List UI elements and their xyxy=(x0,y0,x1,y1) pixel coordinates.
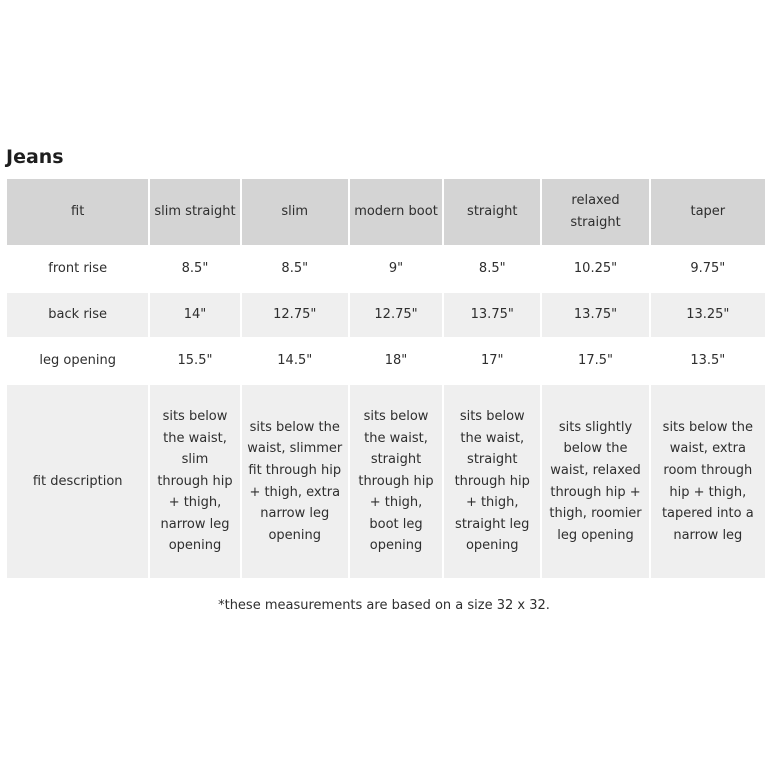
row-label: fit description xyxy=(7,385,148,578)
table-row-back-rise xyxy=(7,293,765,337)
table-cell: 8.5" xyxy=(150,247,239,291)
table-cell: 9.75" xyxy=(651,247,765,291)
table-cell: 9" xyxy=(350,247,442,291)
row-label: leg opening xyxy=(7,339,148,383)
header-relaxed-straight: relaxed straight xyxy=(542,179,648,245)
table-cell: 14" xyxy=(150,293,239,337)
row-label: front rise xyxy=(7,247,148,291)
table-cell: sits below the waist, straight through hip + thigh, boot leg opening xyxy=(350,385,442,578)
table-cell: 15.5" xyxy=(150,339,239,383)
measurement-footnote: *these measurements are based on a size 32 x 32. xyxy=(218,598,550,613)
table-cell: sits below the waist, extra room through hip + thigh, tapered into a narrow leg xyxy=(651,385,765,578)
table-header-row xyxy=(7,179,765,245)
header-taper: taper xyxy=(651,179,765,245)
table-cell: 10.25" xyxy=(542,247,648,291)
table-cell: 13.75" xyxy=(542,293,648,337)
table-cell: 18" xyxy=(350,339,442,383)
table-cell: 12.75" xyxy=(242,293,348,337)
page-title: Jeans xyxy=(6,146,64,168)
header-fit-label: fit xyxy=(7,179,148,245)
header-slim: slim xyxy=(242,179,348,245)
size-chart-table xyxy=(5,177,767,580)
table-cell: 13.5" xyxy=(651,339,765,383)
table-row-front-rise xyxy=(7,247,765,291)
table-cell: 8.5" xyxy=(242,247,348,291)
row-label: back rise xyxy=(7,293,148,337)
table-cell: 8.5" xyxy=(444,247,540,291)
table-cell: 14.5" xyxy=(242,339,348,383)
table-row-leg-opening xyxy=(7,339,765,383)
table-row-fit-description xyxy=(7,385,765,578)
header-straight: straight xyxy=(444,179,540,245)
table-cell: sits below the waist, straight through hip + thigh, straight leg opening xyxy=(444,385,540,578)
table-cell: 12.75" xyxy=(350,293,442,337)
table-cell: 13.25" xyxy=(651,293,765,337)
table-cell: 17" xyxy=(444,339,540,383)
table-cell: sits slightly below the waist, relaxed through hip + thigh, roomier leg opening xyxy=(542,385,648,578)
table-cell: 13.75" xyxy=(444,293,540,337)
header-slim-straight: slim straight xyxy=(150,179,239,245)
table-cell: 17.5" xyxy=(542,339,648,383)
table-cell: sits below the waist, slim through hip + thigh, narrow leg opening xyxy=(150,385,239,578)
header-modern-boot: modern boot xyxy=(350,179,442,245)
table-cell: sits below the waist, slimmer fit through hip + thigh, extra narrow leg opening xyxy=(242,385,348,578)
